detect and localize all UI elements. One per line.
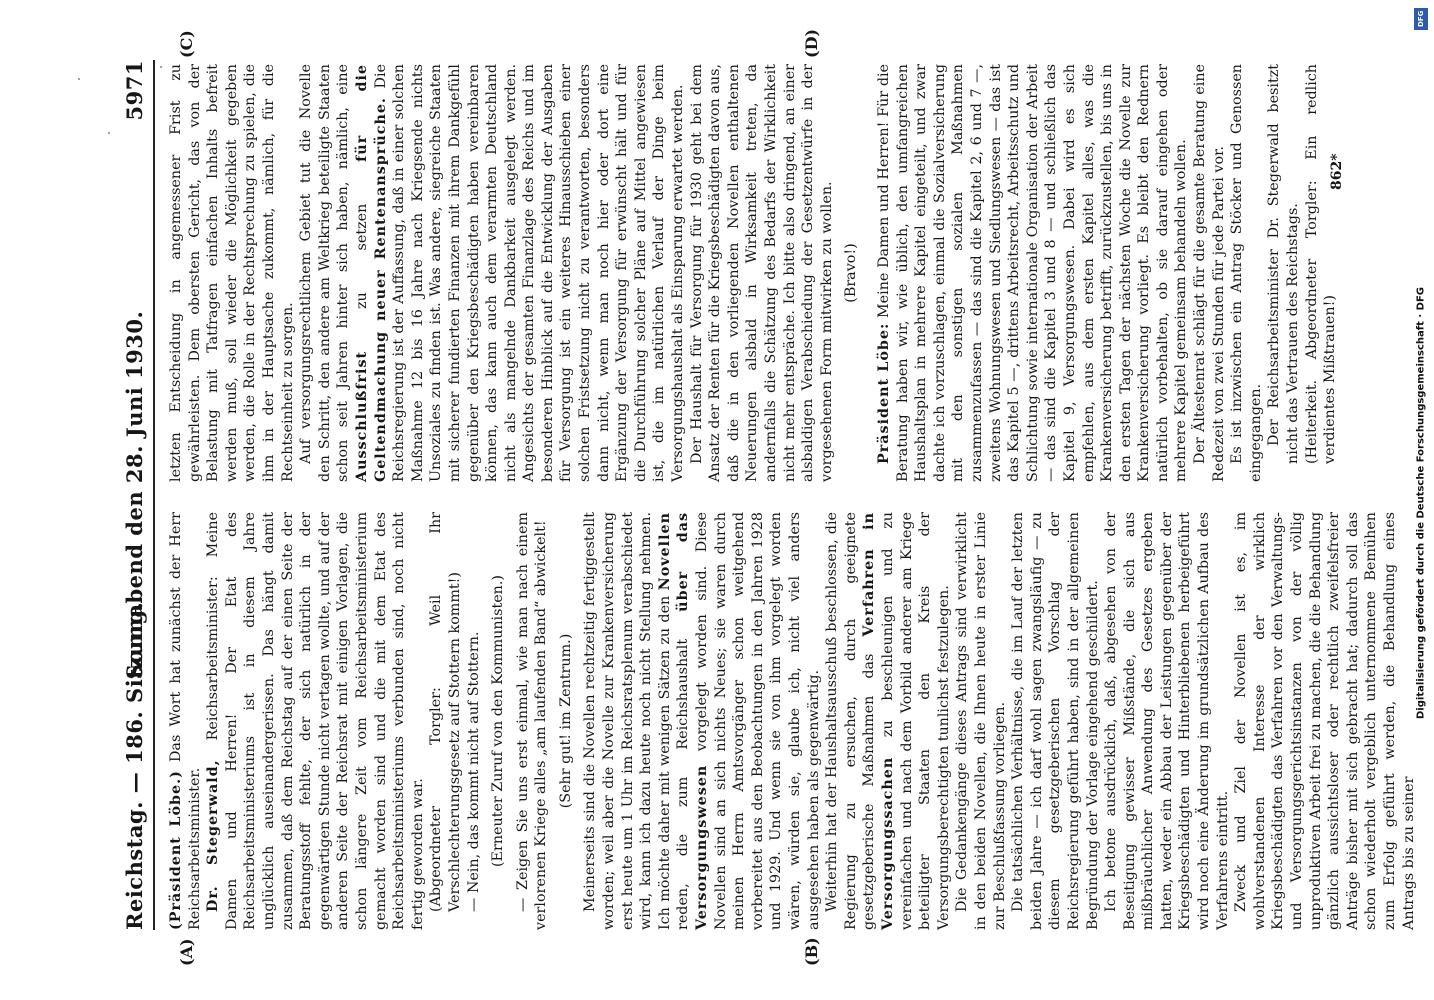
margin-marker-d: (D) (802, 28, 821, 58)
interjection: (Erneuter Zuruf von den Kommunisten.) (490, 575, 507, 868)
paragraph: letzten Entscheidung in angemessener Frist zu gewährleisten. Dem obersten Gericht, das von der Belastung mit Tatfragen einfachen Inhalts befreit werden muß, soll wieder die Möglichkeit gegeben werden, die Rolle in der Rechtsprechung zu spielen, die ihm in der Hauptsache zukommt, nämlich, für die Rechtseinheit zu sorgen. (168, 64, 296, 482)
emphasis: über das Versorgungswesen (675, 511, 711, 930)
paragraph (875, 64, 1191, 482)
emphasis: Verfahren in Versorgungssachen (861, 511, 896, 930)
margin-marker-b: (B) (802, 937, 821, 966)
paragraph (204, 512, 427, 930)
speaker-label: (Präsident Löbe.) (168, 770, 184, 930)
scan-speck (160, 66, 162, 68)
header-left: Reichstag. — 186. Sitzung. (122, 601, 147, 930)
interjection: (Abgeordneter Torgler: Weil Ihr Verschlechterungsgesetz auf Stottern kommt!) (428, 512, 463, 912)
scan-speck (78, 78, 80, 80)
paragraph: Der Ältestenrat schlägt für die gesamte Beratung eine Redezeit von zwei Stunden für jede Partei vor. (1192, 64, 1227, 482)
paragraph: Zweck und Ziel der Novellen ist es, im wohlverstandenen Interesse der wirklich Kriegsbeschädigten das Verfahren vor den Verwaltungs- und Versorgungsgerichtsinstanzen von der völlig unproduktiven Arbeit frei zu machen, die die Behandlung gänzlich aussichtsloser oder rechtlich zweifelsfreier Anträge bisher mit sich gebracht hat; dadurch soll das schon wiederholt vergeblich unternommene Bemühen zum Erfolg geführt werden, die Behandlung eines Antrags bis zu seiner (1233, 512, 1417, 930)
paragraph (581, 512, 823, 930)
margin-marker-c: (C) (177, 30, 196, 58)
paragraph-text: Meinerseits sind die Novellen rechtzeitig fertiggestellt worden; weil aber die Novelle zur Krankenversicherung erst heute um 1 Uhr im Reichsratsplenum verabschiedet wird, kann ich dazu heute noch nicht Stellung nehmen. Ich möchte daher mit wenigen Sätzen zu den (582, 512, 673, 930)
speaker-label: Präsident Löbe: (875, 322, 892, 464)
emphasis: Novellen (656, 512, 673, 591)
paragraph-text: vorgelegt worden sind. Diese Novellen sind an sich nichts Neues; sie waren durch meinen Herrn Amtsvorgänger schon weitgehend vorbereitet aus den Beobachtungen in den Jahren 1928 und 1929. Und wenn sie von ihm vorgelegt worden wären, würden sie, glaube ich, nicht viel anders ausgesehen haben als gegenwärtig. (694, 511, 822, 930)
speaker-label: Dr. Stegerwald, (205, 759, 222, 912)
paragraph-text: Weiterhin hat der Haushaltsausschuß beschlossen, die Regierung zu ersuchen, durch geeignete gesetzgeberische Maßnahmen das (824, 512, 878, 930)
right-column (167, 64, 1347, 482)
paragraph: Die tatsächlichen Verhältnisse, die im Lauf der letzten beiden Jahre — ich darf wohl sagen zwangsläufig — zu diesem gesetzgeberischen Vorschlag der Reichsregierung geführt haben, sind in der allgemeinen Begründung der Vorlage eingehend geschildert. (1010, 512, 1101, 930)
interjection: (Bravo!) (843, 243, 860, 303)
paragraph-text: Reichsarbeitsminister: Meine Damen und Herren! Der Etat des Reichsarbeitsministeriums ist in diesem Jahre unglücklich auseinandergerissen. Das hängt damit zusammen, daß dem Reichstag auf der einen Seite der Beratungsstoff fehlte, der sich natürlich in der gegenwärtigen Stunde nicht vertagen wollte, und auf der anderen Seite der Reichsrat mit einigen Vorlagen, die schon längere Zeit vom Reichsarbeitsministerium gemacht worden sind und die mit dem Etat des Reichsarbeitsministeriums verbunden sind, noch nicht fertig geworden war. (205, 511, 426, 930)
emphasis: Ausschlußfrist (353, 350, 370, 482)
emphasis: für die Geltendmachung neuer Rentenansprüche. (353, 63, 389, 482)
paragraph-text: Das Wort hat zunächst der Herr Reichsarbeitsminister. (168, 512, 203, 930)
paragraph (167, 512, 204, 930)
paragraph: — Zeigen Sie uns erst einmal, wie man nach einem verlorenen Kriege alles „am laufenden Band“ abwickelt! (514, 512, 550, 930)
page-header (122, 60, 150, 930)
interjection: (Heiterkeit. Abgeordneter Torgler: Ein redlich verdientes Mißtrauen!) (1303, 64, 1339, 464)
paragraph (823, 512, 953, 930)
paragraph: Es ist inzwischen ein Antrag Stöcker und Genossen eingegangen. (1229, 64, 1264, 482)
margin-marker-a: (A) (177, 938, 196, 966)
rotated-newspaper-page (67, 20, 1417, 980)
paragraph: Ich betone ausdrücklich, daß, abgesehen von der Beseitigung gewisser Mißstände, die sich aus mißbräuchlicher Anwendung des Gesetzes ergeben hatten, weder ein Abbau der Leistungen gegenüber der Kriegsbeschädigten und Hinterbliebenen herbeigeführt wird noch eine Änderung im grundsätzlichen Aufbau des Verfahrens eintritt. (1103, 512, 1231, 930)
motion-text: Der Reichsarbeitsminister Dr. Stegerwald besitzt nicht das Vertrauen des Reichstags. (1266, 64, 1302, 464)
credit-text: Digitalisierung gefördert durch die Deutsche Forschungsgemeinschaft · DFG (1415, 287, 1427, 719)
dfg-credit (1412, 8, 1430, 998)
header-rule (153, 60, 155, 930)
page-number: 5971 (122, 60, 147, 121)
paragraph-text: zu setzen (353, 203, 370, 310)
scan-speck (108, 132, 110, 134)
paragraph-text: Auf versorgungsrechtlichem Gebiet tut die Novelle den Schritt, den andere am Weltkrieg beteiligte Staaten schon seit Jahren hinter sich haben, nämlich, eine (298, 64, 352, 482)
paragraph: — Nein, das kommt nicht auf Stottern. (465, 631, 482, 912)
header-date: Sonnabend den 28. Juni 1930. (122, 310, 147, 680)
paragraph: Die Gedankengänge dieses Antrags sind verwirklicht in den beiden Novellen, die Ihnen heute in erster Linie zur Beschlußfassung vorliegen. (954, 512, 1008, 930)
paragraph-text: reden, die zum Reichshaushalt (675, 638, 692, 930)
interjection: (Sehr gut! im Zentrum.) (557, 633, 574, 809)
dfg-logo: DFG (1414, 8, 1428, 30)
signature-mark: 862* (1329, 153, 1345, 190)
paragraph-text: Meine Damen und Herren! Für die Beratung haben wir, wie üblich, den umfangreichen Haushaltsplan in mehrere Kapitel eingeteilt, und zwar dachte ich vorzuschlagen, einmal die Sozialversicherung mit den sonstigen sozialen Maßnahmen zusammenzufassen — das sind die Kapitel 2, 6 und 7 —, zweitens Wohnungswesen und Siedlungswesen — das ist das Kapitel 5 —, drittens Arbeitsrecht, Arbeitsschutz und Schlichtung sowie internationale Organisation der Arbeit — das sind die Kapitel 3 und 8 — und schließlich das Kapitel 9, Versorgungswesen. Dabei wird es sich empfehlen, aus dem ersten Kapitel alles, was die Krankenversicherung betrifft, zurückzustellen, bis uns in den ersten Tagen der nächsten Woche die Novelle zur Krankenversicherung vorliegt. Es bleibt den Rednern natürlich vorbehalten, ob sie darauf eingehen oder mehrere Kapitel gemeinsam behandeln wollen. (875, 64, 1190, 482)
left-column (167, 511, 1417, 930)
paragraph: Der Haushalt für Versorgung für 1930 geht bei dem Ansatz der Renten für die Kriegsbeschädigten davon aus, daß die in den vorliegenden Novellen enthaltenen Neuerungen alsbald in Wirksamkeit treten, da andernfalls die Schätzung des Bedarfs der Wirklichkeit nicht mehr entspräche. Ich bitte also dringend, an einer alsbaldigen Verabschiedung der Gesetzentwürfe in der vorgesehenen Form mitwirken zu wollen. (688, 64, 835, 482)
paragraph-text: Die Reichsregierung ist der Auffassung, daß in einer solchen Maßnahme 12 bis 16 Jahre nach Kriegsende nichts Unsoziales zu finden ist. Was andere, siegreiche Staaten mit sicherer fundierten Finanzen mit ihrem Dankgefühl gegenüber den Kriegsbeschädigten haben vereinbaren können, das kann auch dem verarmten Deutschland nicht als mangelnde Dankbarkeit ausgelegt werden. Angesichts der gesamten Finanzlage des Reichs und im besonderen Hinblick auf die Entwicklung der Ausgaben für Versorgung ist ein weiteres Hinausschieben einer solchen Fristsetzung nicht zu verantworten, besonders dann nicht, wenn man noch hier oder dort eine Ergänzung der Versorgung für erwünscht hält und für die Durchführung solcher Pläne auf Mittel angewiesen ist, die im natürlichen Verlauf der Dinge beim Versorgungshaushalt als Einsparung erwartet werden. (372, 64, 687, 482)
paragraph-text: zu beschleunigen und zu vereinfachen und nach dem Vorbild anderer am Kriege beteiligter Staaten den Kreis der Versorgungsberechtigten tunlichst festzulegen. (879, 512, 952, 930)
paragraph (297, 64, 687, 482)
